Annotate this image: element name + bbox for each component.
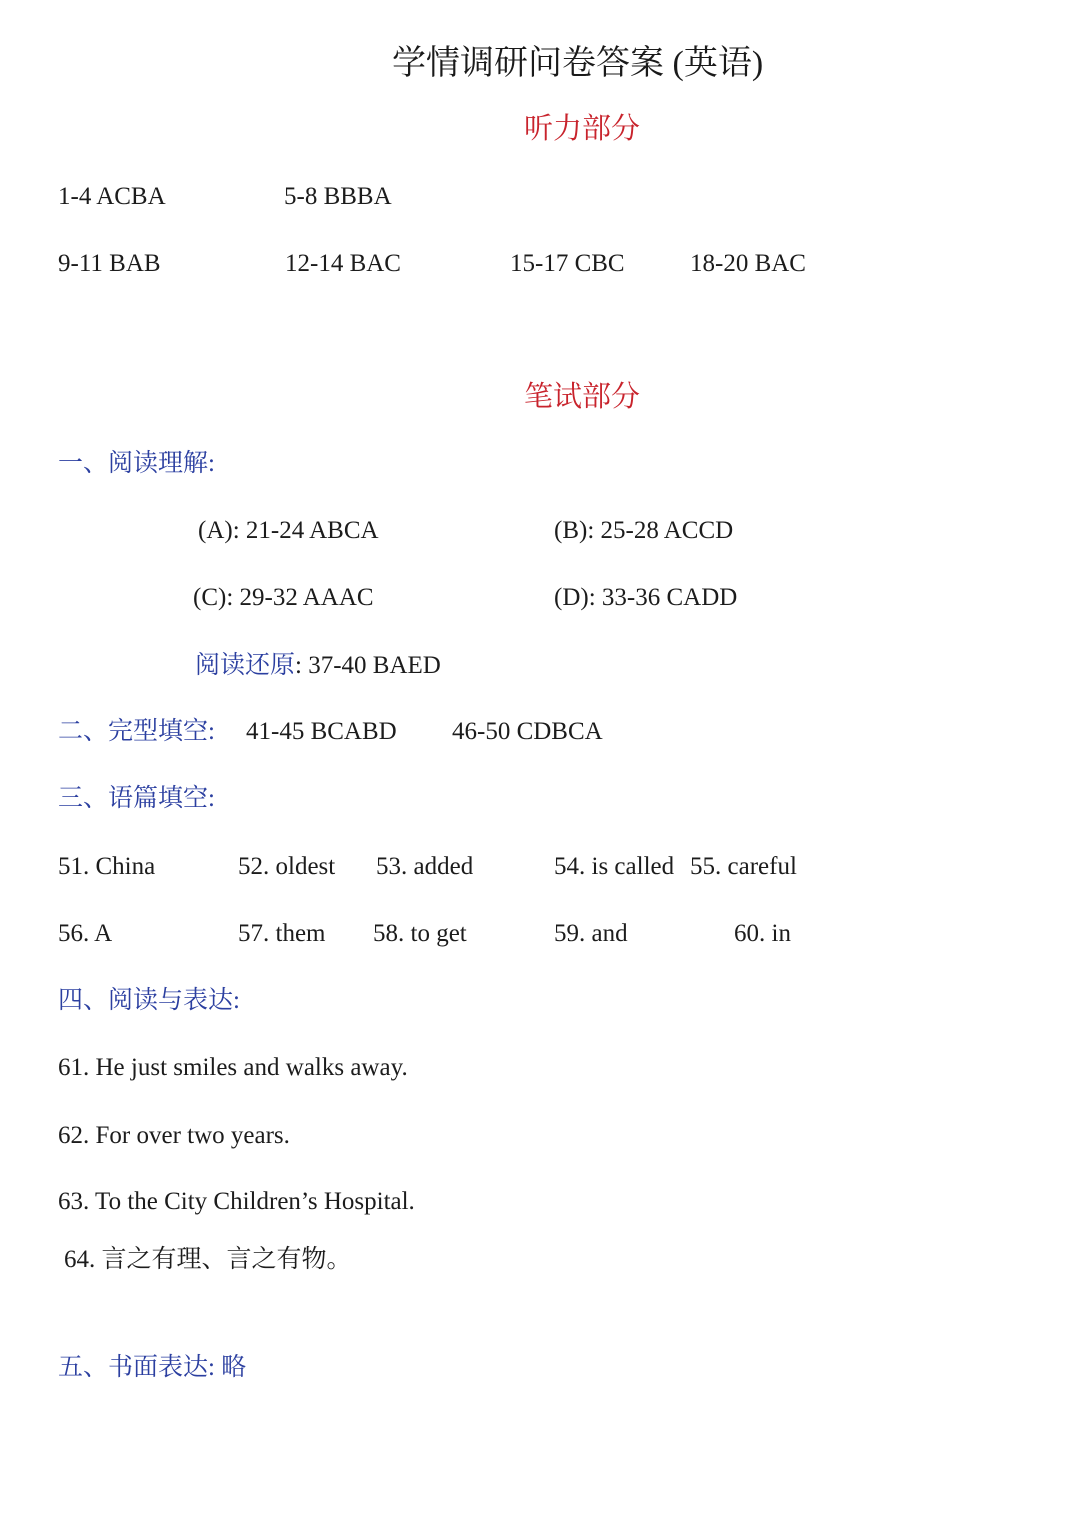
- expression-answer-62: 62. For over two years.: [58, 1122, 290, 1149]
- fill-answer-57: 57. them: [238, 920, 326, 947]
- fill-answer-53: 53. added: [376, 853, 474, 880]
- listening-answer-18-20: 18-20 BAC: [690, 250, 806, 277]
- reading-restore-label: 阅读还原: [195, 652, 296, 679]
- fill-answer-54: 54. is called: [554, 853, 675, 880]
- reading-answer-b: (B): 25-28 ACCD: [554, 517, 734, 544]
- document-title: 学情调研问卷答案 (英语): [392, 45, 764, 82]
- cloze-answer-41-45: 41-45 BCABD: [246, 718, 397, 745]
- section-2-label: 二、完型填空:: [58, 718, 215, 745]
- reading-answer-c: (C): 29-32 AAAC: [193, 584, 374, 611]
- fill-answer-52: 52. oldest: [238, 853, 336, 880]
- reading-restore-row: [195, 650, 441, 682]
- fill-answer-51: 51. China: [58, 853, 156, 880]
- writing-heading: 笔试部分: [524, 381, 641, 413]
- listening-answer-1-4: 1-4 ACBA: [58, 183, 166, 210]
- section-5-label: 五、书面表达:: [58, 1354, 222, 1381]
- section-3-label: 三、语篇填空:: [58, 785, 215, 812]
- expression-answer-63: 63. To the City Children’s Hospital.: [58, 1188, 415, 1215]
- listening-answer-15-17: 15-17 CBC: [510, 250, 625, 277]
- listening-answer-9-11: 9-11 BAB: [58, 250, 161, 277]
- expression-answer-64: 64. 言之有理、言之有物。: [64, 1246, 352, 1273]
- fill-answer-56: 56. A: [58, 920, 113, 947]
- cloze-answer-46-50: 46-50 CDBCA: [452, 718, 603, 745]
- expression-answer-61: 61. He just smiles and walks away.: [58, 1054, 408, 1081]
- section-1-label: 一、阅读理解:: [58, 450, 215, 477]
- reading-answer-a: (A): 21-24 ABCA: [198, 517, 379, 544]
- section-5-row: [58, 1352, 246, 1384]
- fill-answer-58: 58. to get: [373, 920, 467, 947]
- listening-heading: 听力部分: [524, 113, 641, 145]
- fill-answer-60: 60. in: [734, 920, 791, 947]
- reading-restore-answer: : 37-40 BAED: [295, 652, 441, 679]
- fill-answer-59: 59. and: [554, 920, 628, 947]
- reading-answer-d: (D): 33-36 CADD: [554, 584, 738, 611]
- listening-answer-5-8: 5-8 BBBA: [284, 183, 392, 210]
- section-4-label: 四、阅读与表达:: [58, 987, 240, 1014]
- fill-answer-55: 55. careful: [690, 853, 797, 880]
- section-5-answer: 略: [221, 1354, 247, 1381]
- listening-answer-12-14: 12-14 BAC: [285, 250, 401, 277]
